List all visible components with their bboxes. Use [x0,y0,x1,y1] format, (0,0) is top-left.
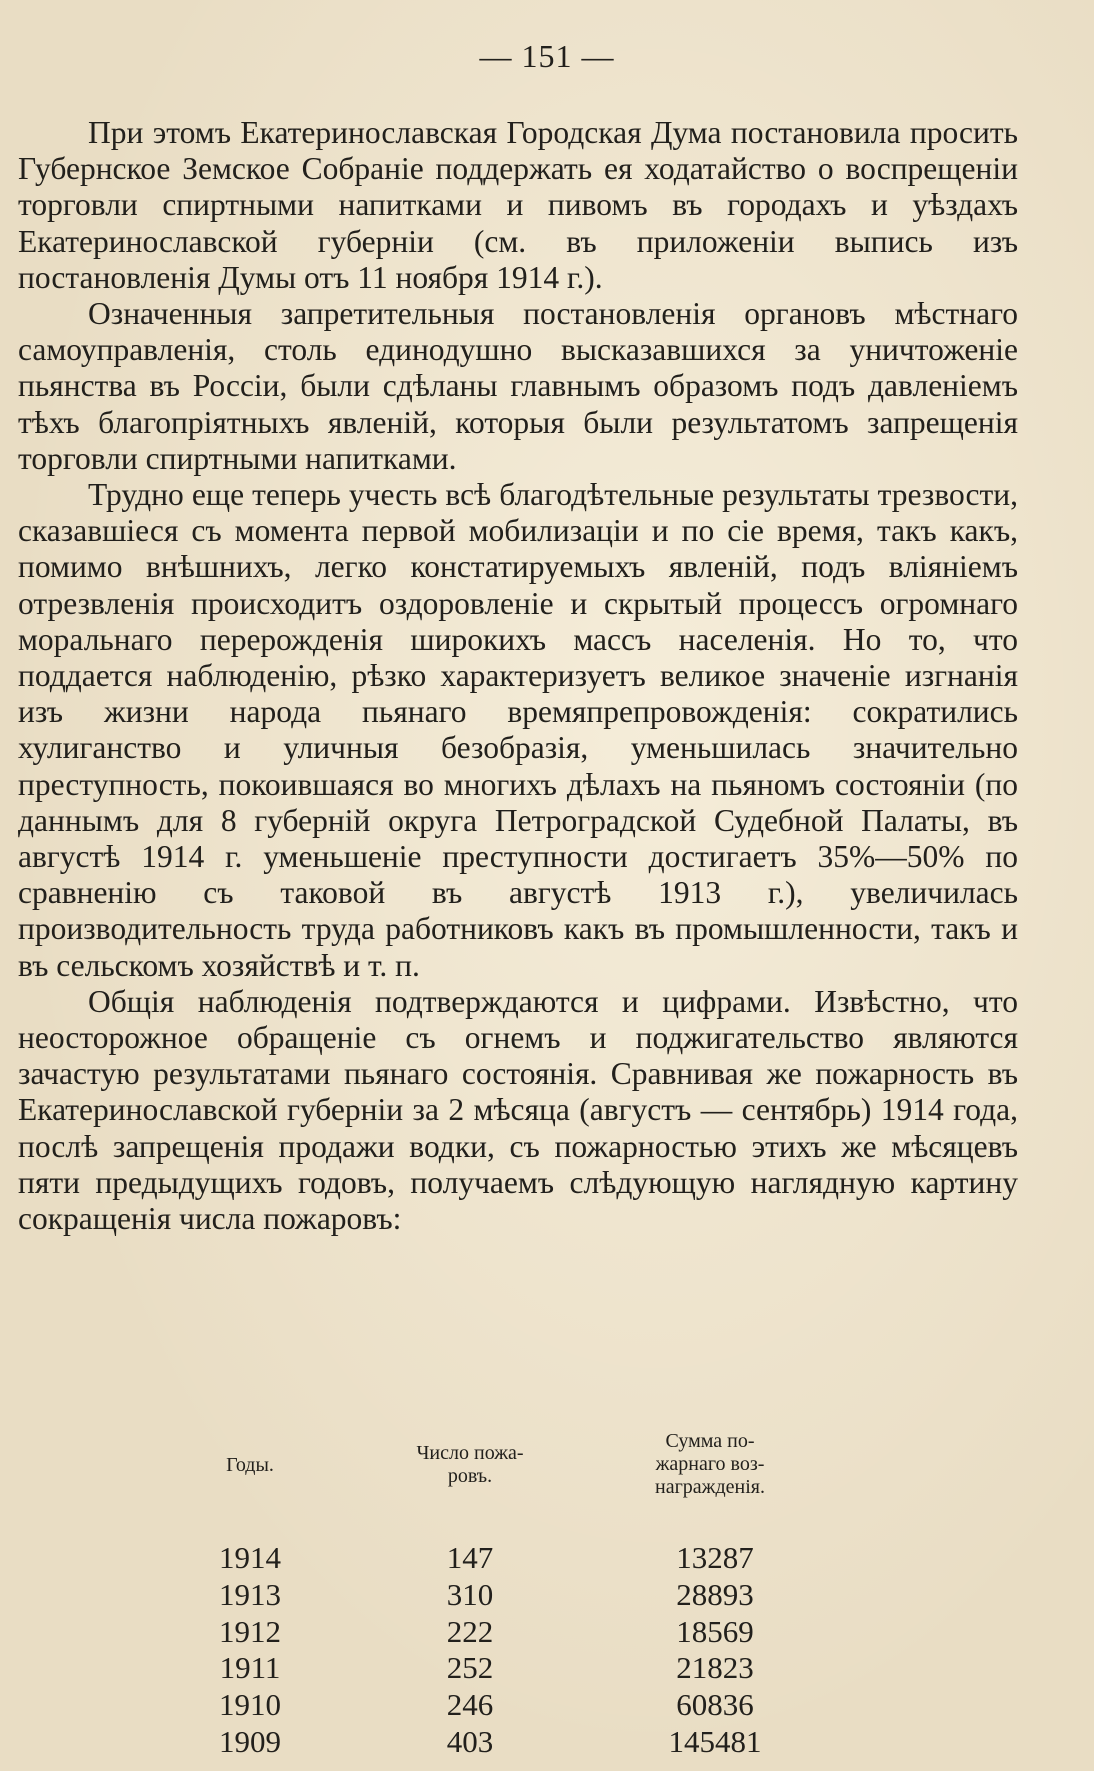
table-row [180,1577,840,1614]
table-row [180,1724,840,1761]
page-number: — 151 — [479,38,615,74]
header-fire-reward-sum: Сумма по- жарнаго воз- награжденія. [655,1430,765,1498]
paragraph-3: Трудно еще теперь учесть всѣ благодѣтельные результаты трезвости, сказавшіеся съ момента первой мобилизаціи и по сіе время, такъ какъ, помимо внѣшнихъ, легко констатируемыхъ явленій, подъ вліяніемъ отрезвленія происходитъ оздоровленіе и скрытый процессъ огромнаго моральнаго перерожденія широкихъ массъ населенія. Но то, что поддается наблюденію, рѣзко характеризуетъ великое значеніе изгнанія изъ жизни народа пьянаго времяпрепровожденія: сократились хулиганство и уличныя безобразія, уменьшилась значительно преступность, покоившаяся во многихъ дѣлахъ на пьяномъ состояніи (по даннымъ для 8 губерній округа Петроградской Судебной Палаты, въ августѣ 1914 г. уменьшеніе преступности достигаетъ 35%—50% по сравненію съ таковой въ августѣ 1913 г.), увеличилась производительность труда работниковъ какъ въ промышленности, такъ и въ сельскомъ хозяйствѣ и т. п. [18,477,1018,983]
cell-year: 1913 [219,1576,281,1612]
cell-year: 1909 [219,1723,281,1759]
body-text [18,115,1018,1237]
cell-count: 403 [446,1723,494,1759]
paragraph-1: При этомъ Екатеринославская Городская Дума постановила просить Губернское Земское Собраніе поддержать ея ходатайство о воспрещеніи торговли спиртными напитками и пивомъ въ городахъ и уѣздахъ Екатеринославской губерніи (см. въ приложеніи выпись изъ постановленія Думы отъ 11 ноября 1914 г.). [18,115,1018,295]
table-header [180,1430,840,1540]
cell-year: 1914 [219,1540,281,1575]
cell-year: 1911 [219,1650,281,1686]
table-row [180,1540,840,1577]
cell-count: 222 [446,1613,494,1649]
cell-count: 252 [446,1650,494,1686]
paragraph-4: Общія наблюденія подтверждаются и цифрами. Извѣстно, что неосторожное обращеніе съ огнемъ и поджигательство являются зачастую результатами пьянаго состоянія. Сравнивая же пожарность въ Екатеринославской губерніи за 2 мѣсяца (августъ — сентябрь) 1914 года, послѣ запрещенія продажи водки, съ пожарностью этихъ же мѣсяцевъ пяти предыдущихъ годовъ, получаемъ слѣдующую наглядную картину сокращенія числа пожаровъ: [18,983,1018,1237]
cell-sum: 21823 [676,1650,754,1686]
fires-table [180,1430,840,1761]
header-year: Годы. [226,1454,274,1476]
cell-sum: 18569 [676,1613,754,1649]
table-row [180,1614,840,1651]
cell-count: 246 [446,1687,494,1723]
table-body [180,1540,840,1761]
cell-sum: 145481 [668,1723,762,1759]
cell-count: 147 [446,1540,494,1575]
table-row [180,1687,840,1724]
cell-sum: 13287 [676,1540,754,1575]
cell-count: 310 [446,1576,494,1612]
cell-year: 1912 [219,1613,281,1649]
cell-year: 1910 [219,1687,281,1723]
header-fire-count: Число пожа- ровъ. [416,1442,524,1487]
cell-sum: 60836 [676,1687,754,1723]
table-row [180,1650,840,1687]
cell-sum: 28893 [676,1576,754,1612]
paragraph-2: Означенныя запретительныя постановленія органовъ мѣстнаго самоуправленія, столь единодушно высказавшихся за уничтоженіе пьянства въ Россіи, были сдѣланы главнымъ образомъ подъ давленіемъ тѣхъ благопріятныхъ явленій, которыя были результатомъ запрещенія торговли спиртными напитками. [18,296,1018,476]
